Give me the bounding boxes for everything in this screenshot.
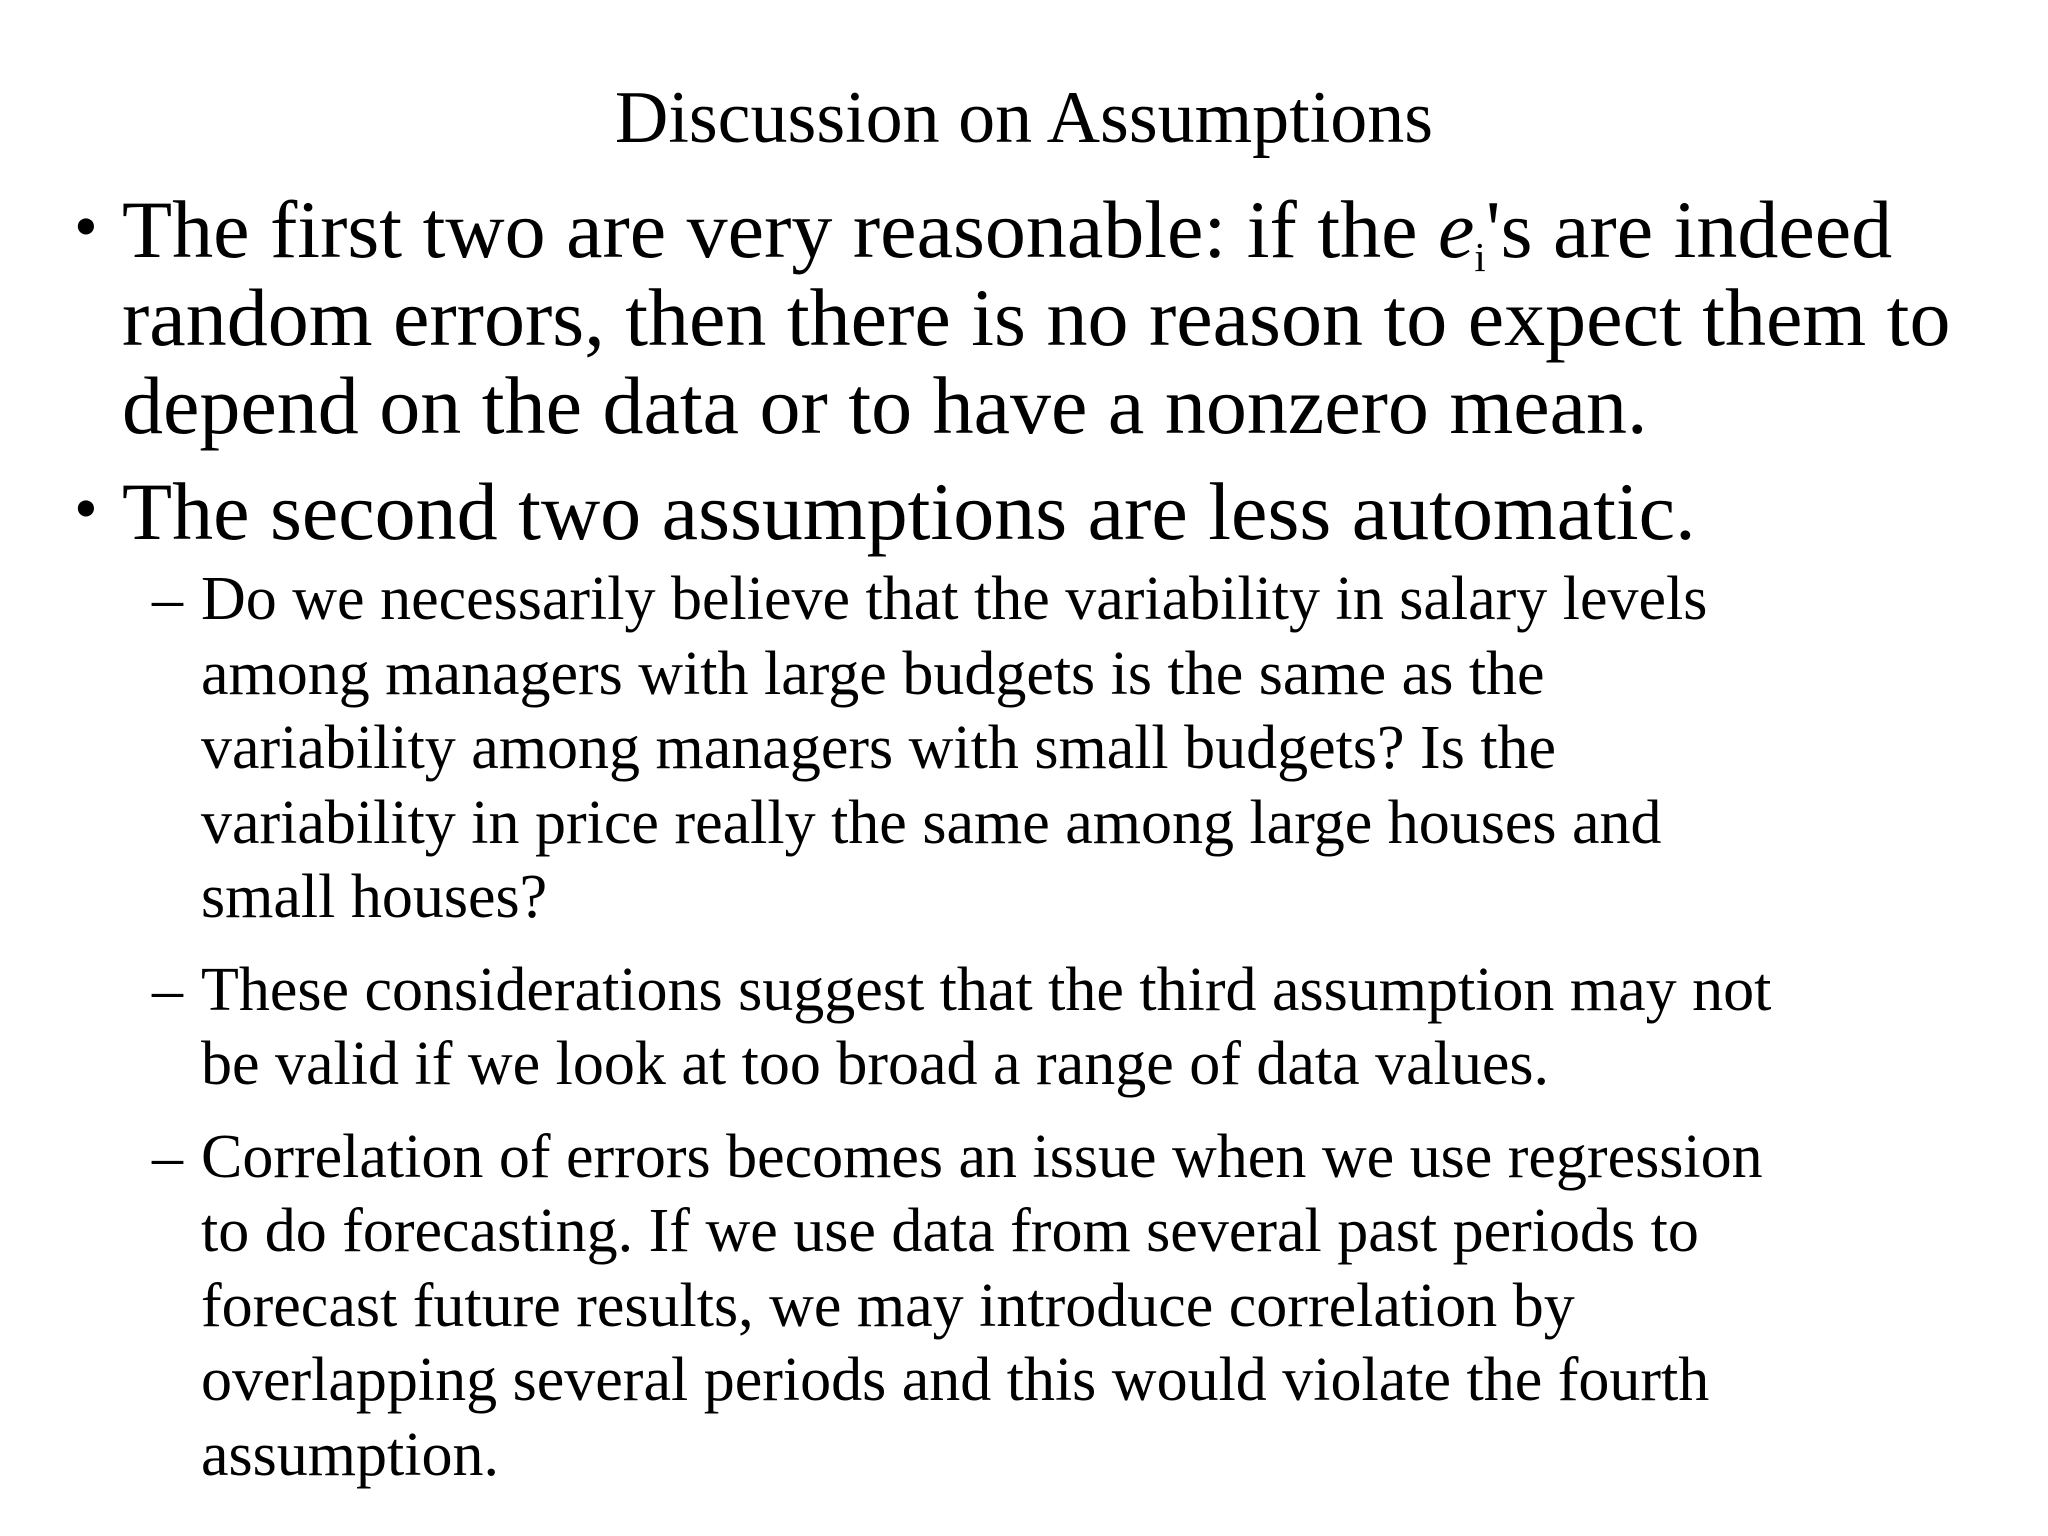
dash-icon: –: [152, 565, 183, 633]
sub-bullet-line: among managers with large budgets is the same as the: [201, 639, 1545, 708]
sub-bullet-line: variability in price really the same among large houses and: [201, 788, 1662, 857]
bullet-item-second-two: [70, 468, 2010, 556]
bullet-dot-icon: •: [74, 188, 98, 264]
sub-bullet-line: assumption.: [201, 1420, 499, 1489]
bullet-line: The second two assumptions are less automatic.: [122, 466, 1696, 557]
bullet-dot-icon: •: [74, 470, 98, 546]
bullet-line: random errors, then there is no reason to expect them to: [122, 272, 1951, 363]
dash-icon: –: [152, 955, 183, 1024]
sub-bullet-line: overlapping several periods and this would violate the fourth: [201, 1346, 1710, 1414]
sub-bullet-line: to do forecasting. If we use data from several past periods to: [201, 1197, 1699, 1265]
error-variable: e: [1438, 184, 1475, 275]
bullet-text: The first two are very reasonable: if the: [122, 184, 1439, 275]
bullet-text: 's are indeed: [1485, 184, 1893, 275]
sub-bullet-list: [152, 562, 2048, 1492]
bullet-line: depend on the data or to have a nonzero mean.: [122, 360, 1648, 451]
error-variable-subscript: i: [1474, 234, 1486, 280]
sub-bullet-line: small houses?: [201, 863, 548, 931]
sub-bullet-line: variability among managers with small budgets? Is the: [201, 714, 1557, 782]
bullet-item-first-two: [70, 186, 2010, 450]
slide-title: Discussion on Assumptions: [614, 77, 1434, 159]
bullet-line: [122, 184, 2010, 280]
sub-bullet-variability: [152, 562, 2048, 935]
sub-bullet-correlation: [152, 1120, 2048, 1493]
dash-icon: –: [152, 1122, 183, 1191]
sub-bullet-line: These considerations suggest that the third assumption may not: [201, 955, 1772, 1024]
sub-bullet-line: Do we necessarily believe that the variability in salary levels: [201, 565, 1708, 633]
sub-bullet-line: Correlation of errors becomes an issue when we use regression: [201, 1122, 1763, 1191]
bullet-list: [70, 186, 2010, 1510]
sub-bullet-third-assumption: [152, 953, 2048, 1102]
sub-bullet-line: forecast future results, we may introduce correlation by: [201, 1271, 1575, 1340]
sub-bullet-line: be valid if we look at too broad a range of data values.: [201, 1030, 1550, 1098]
